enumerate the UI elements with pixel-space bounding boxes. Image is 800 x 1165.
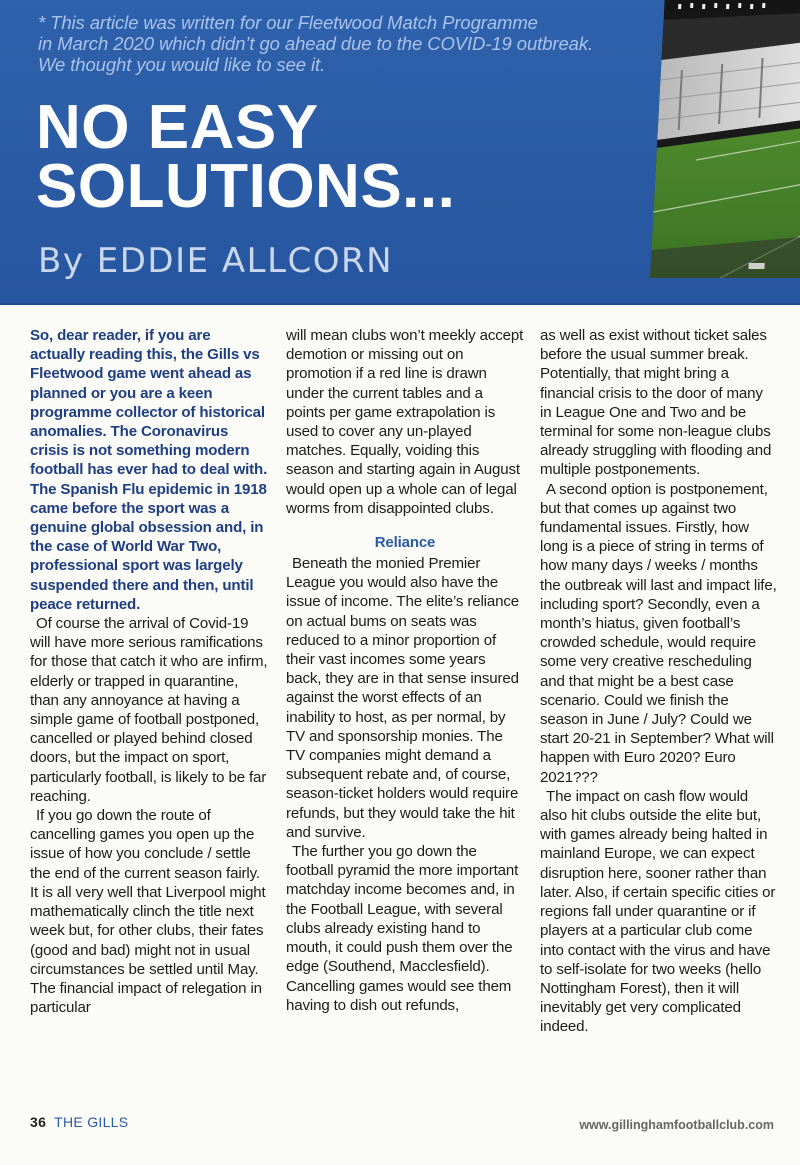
intro-line: in March 2020 which didn’t go ahead due to the COVID-19 outbreak. <box>38 33 594 54</box>
paragraph: If you go down the route of cancelling games you open up the issue of how you conclude / settle the end of the current season fairly. It is all very well that Liverpool might mathematically clinch the title next week but, for other clubs, their fates (good and bad) might not in usual circumstances be settled until May. The financial impact of relegation in particular <box>30 807 266 1017</box>
paragraph: The further you go down the football pyramid the more important matchday income becomes and, in the Football League, with several clubs already existing hand to mouth, it could push them over the edge (Southend, Macclesfield). Cancelling games would see them having to dish out refunds, <box>286 843 519 1014</box>
page-number: 36 <box>30 1114 47 1130</box>
lead-paragraph: So, dear reader, if you are actually reading this, the Gills vs Fleetwood game went ahead as planned or you are a keen programme collector of historical anomalies. The Coronavirus crisis is not something modern football has ever had to deal with. The Spanish Flu epidemic in 1918 came before the sport was a genuine global obsession and, in the case of World War Two, professional sport was largely suspended there and then, until peace returned. <box>30 327 268 613</box>
paragraph: A second option is postponement, but that comes up against two fundamental issues. Firstly, how long is a piece of string in terms of how many days / weeks / months the outbreak will last and impact life, including sport? Secondly, even a month’s hiatus, given football’s crowded schedule, would require some very creative rescheduling and that might be a best case scenario. Could we finish the season in June / July? Could we start 20-21 in September? What will happen with Euro 2020? Euro 2021??? <box>540 480 777 786</box>
subheading: Reliance <box>374 534 436 552</box>
paragraph: The impact on cash flow would also hit clubs outside the elite but, with games already being halted in mainland Europe, we can expect disruption here, sooner rather than later. Also, if certain specific cities or regions fall under quarantine or if players at a particular club come into contact with the virus and have to self-isolate for two weeks (hello Nottingham Forest), then it will inevitably get very complicated indeed. <box>540 787 776 1036</box>
column-1 <box>30 326 268 1017</box>
article-title <box>36 93 656 221</box>
column-3 <box>540 326 778 1037</box>
title-line: NO EASY <box>36 93 319 162</box>
stadium-photo <box>650 0 800 278</box>
page-footer <box>30 1114 128 1130</box>
column-2 <box>286 326 524 1015</box>
intro-note <box>38 12 638 75</box>
stadium-image <box>650 0 800 278</box>
paragraph: Of course the arrival of Covid-19 will have more serious ramifications for those that catch it who are infirm, elderly or trapped in quarantine, than any annoyance at having a simple game of football postponed, cancelled or played behind closed doors, but the impact on sport, particularly football, is likely to be far reaching. <box>30 615 268 805</box>
header-band <box>0 0 800 305</box>
magazine-name: THE GILLS <box>54 1114 129 1130</box>
paragraph: Beneath the monied Premier League you would also have the issue of income. The elite’s reliance on actual bums on seats was reduced to a minor proportion of their vast incomes some years back, they are in that sense insured against the worst effects of an inability to host, as per normal, by TV and sponsorship monies. The TV companies might demand a subsequent rebate and, of course, season-ticket holders would require refunds, but they would take the hit and survive. <box>286 555 520 841</box>
website-url: www.gillinghamfootballclub.com <box>579 1118 774 1132</box>
paragraph: will mean clubs won’t meekly accept demotion or missing out on promotion if a red line is drawn under the current tables and a points per game extrapolation is used to cover any un-played matches. Equally, voiding this season and starting again in August would open up a whole can of legal worms from disappointed clubs. <box>286 327 524 517</box>
title-line: SOLUTIONS... <box>36 152 456 221</box>
paragraph: as well as exist without ticket sales before the usual summer break. Potentially, that might bring a financial crisis to the door of many in League One and Two and be terminal for some non-league clubs already struggling with flooding and multiple postponements. <box>540 327 772 479</box>
intro-line: We thought you would like to see it. <box>38 54 326 75</box>
article-body <box>0 326 800 1106</box>
byline: By EDDIE ALLCORN <box>38 241 394 281</box>
intro-line: * This article was written for our Fleetwood Match Programme <box>38 12 538 33</box>
